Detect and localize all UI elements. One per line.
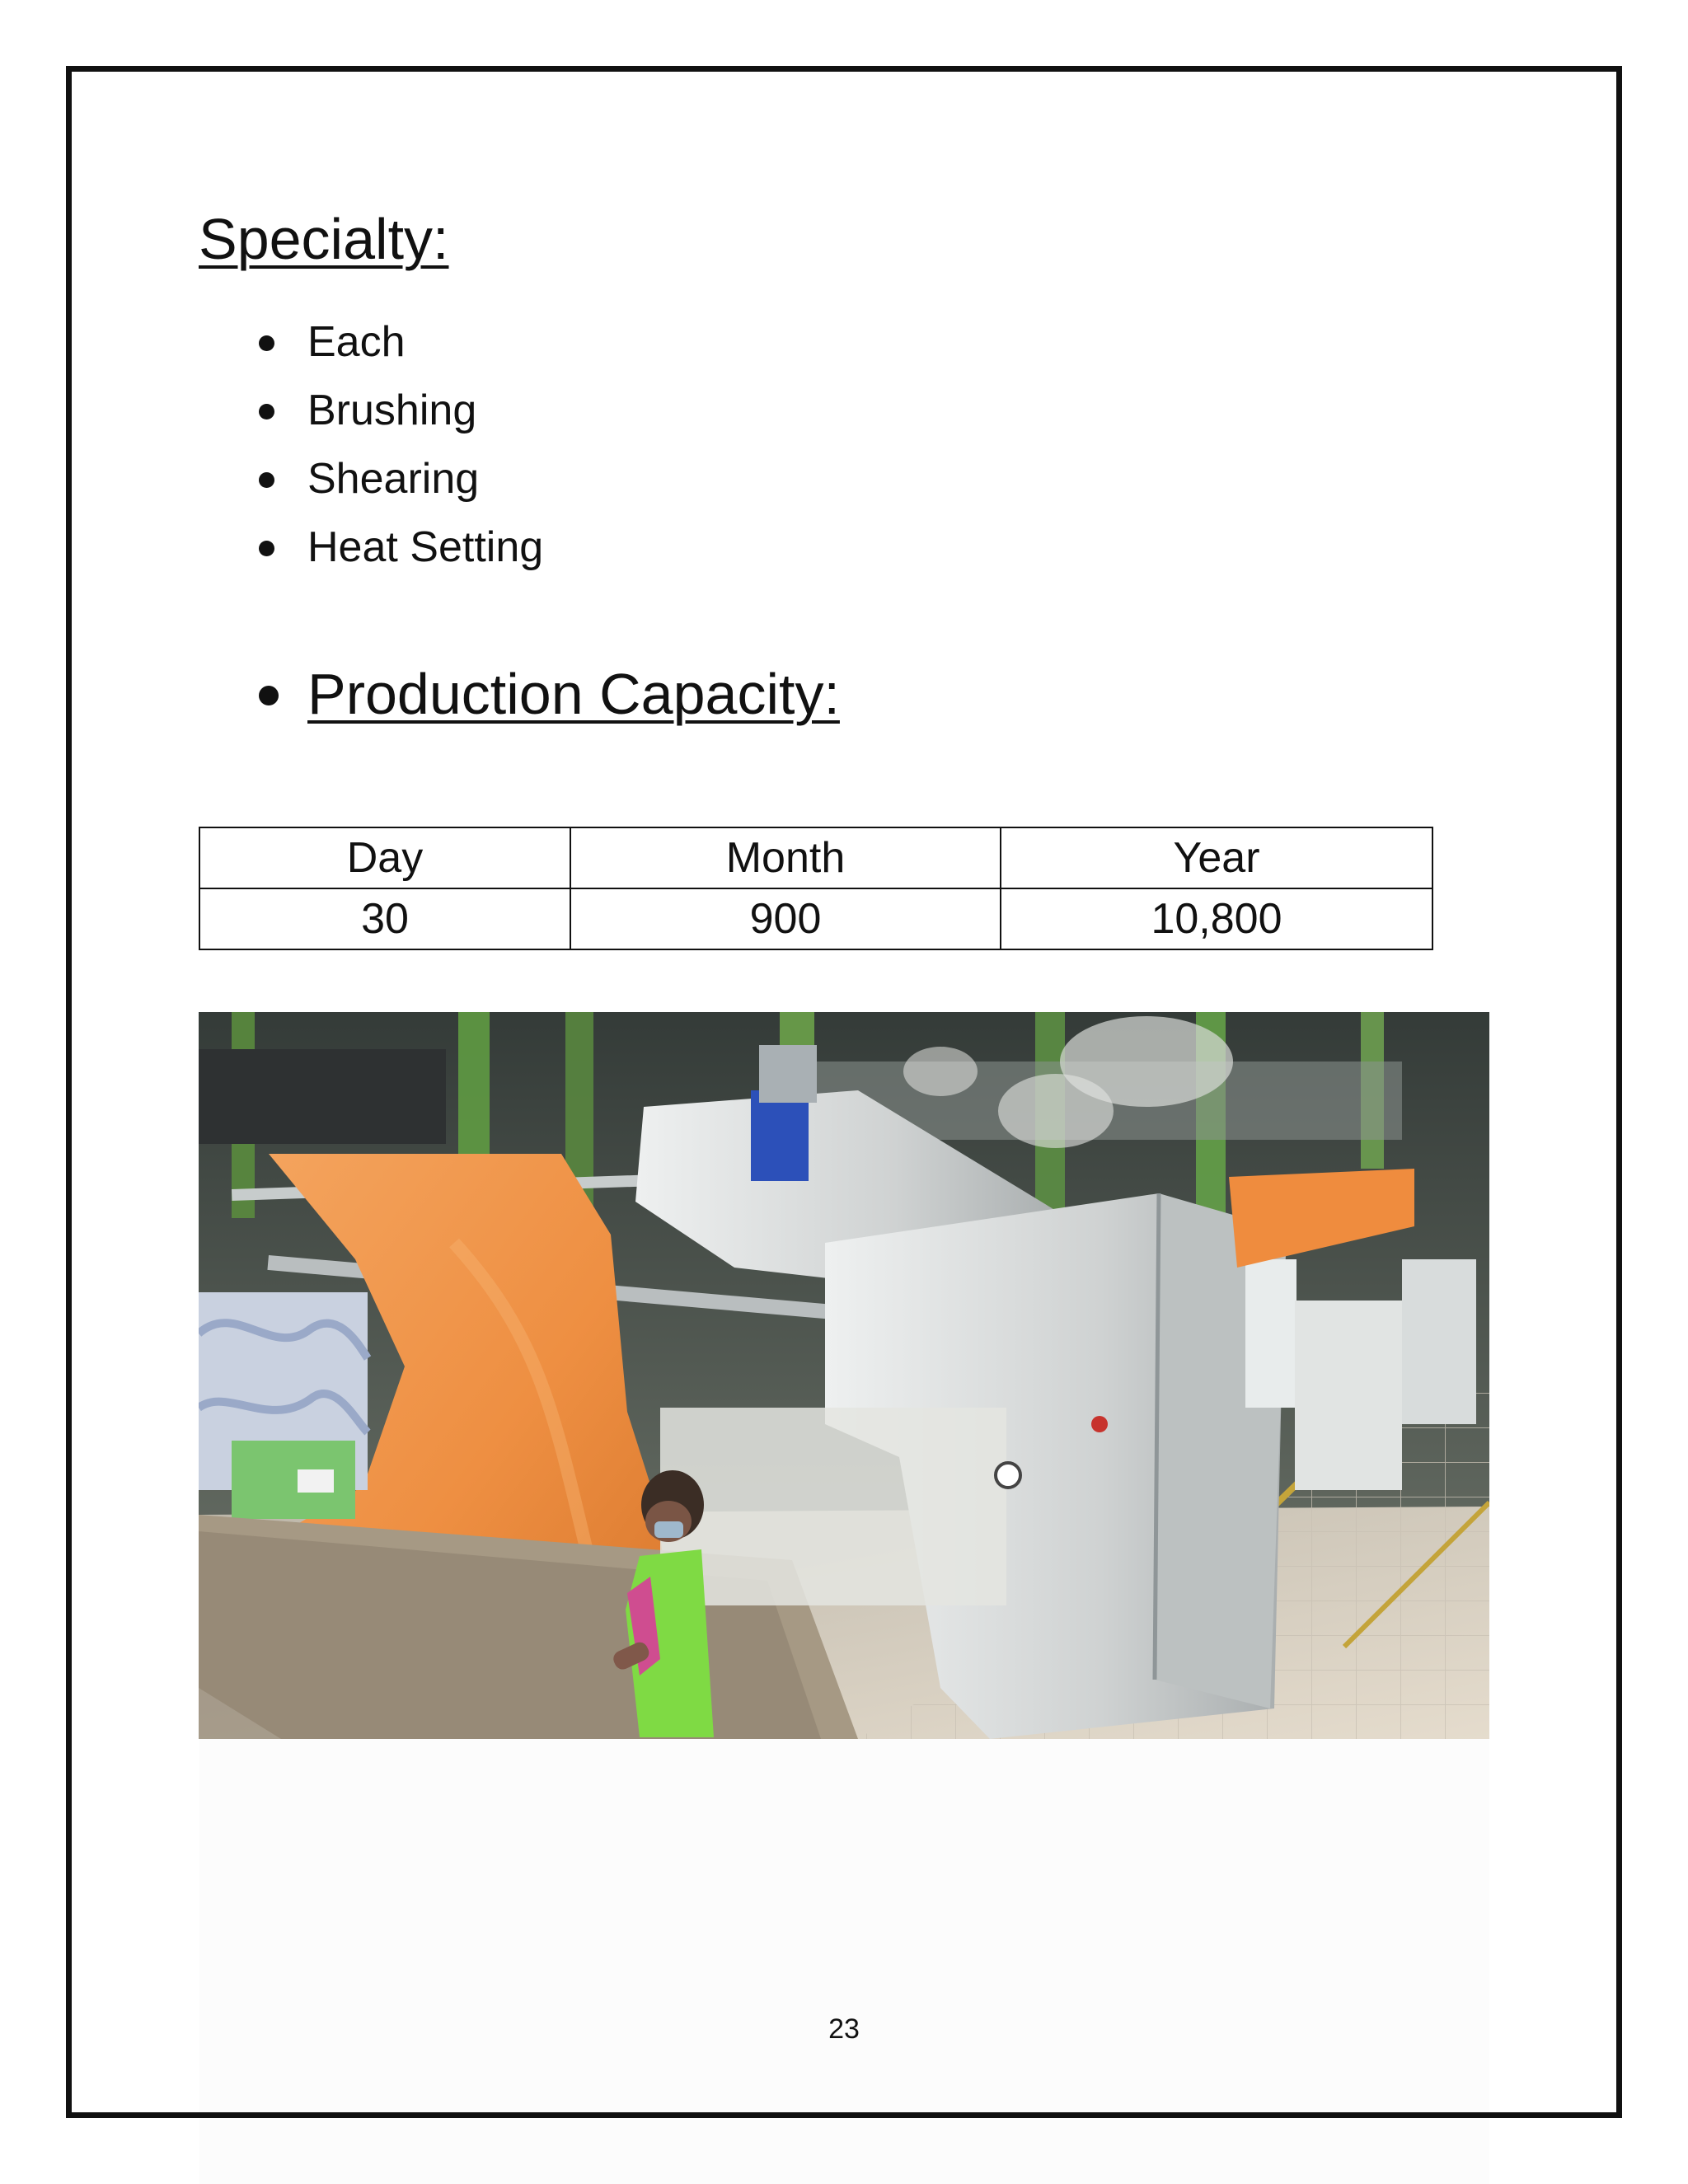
green-bin xyxy=(232,1441,355,1519)
bullet-icon xyxy=(259,335,274,351)
control-box xyxy=(1245,1259,1296,1408)
production-capacity-label: Production Capacity: xyxy=(307,662,840,726)
table-header-row xyxy=(199,827,1432,888)
table-cell-day: 30 xyxy=(199,888,570,949)
specialty-item-each xyxy=(256,308,543,377)
table-header-day: Day xyxy=(199,827,570,888)
worker-mask xyxy=(654,1521,683,1538)
factory-machine-illustration xyxy=(199,1012,1489,1739)
production-capacity-heading xyxy=(256,653,840,735)
secondary-machine xyxy=(1402,1259,1476,1424)
machine-window xyxy=(660,1408,1006,1605)
table-cell-year: 10,800 xyxy=(1001,888,1432,949)
red-control-button xyxy=(1091,1416,1108,1432)
specialty-heading: Specialty: xyxy=(199,207,449,271)
secondary-machine xyxy=(1295,1301,1402,1490)
back-wall-panel xyxy=(199,1049,446,1144)
specialty-item-heat-setting xyxy=(256,513,543,582)
specialty-item-label: Brushing xyxy=(307,387,477,434)
table-header-month: Month xyxy=(570,827,1001,888)
green-bin-label xyxy=(298,1469,334,1493)
specialty-list xyxy=(256,308,543,582)
table-cell-month: 900 xyxy=(570,888,1001,949)
bullet-icon xyxy=(259,404,274,419)
bullet-icon xyxy=(259,686,279,705)
bullet-icon xyxy=(259,472,274,488)
page-number: 23 xyxy=(828,2013,860,2045)
specialty-item-label: Heat Setting xyxy=(307,523,544,571)
table-row xyxy=(199,888,1432,949)
table-header-year: Year xyxy=(1001,827,1432,888)
factory-machine-photo xyxy=(199,1012,1489,1739)
specialty-item-label: Each xyxy=(307,318,406,366)
specialty-item-label: Shearing xyxy=(307,455,480,503)
specialty-item-shearing xyxy=(256,445,543,513)
steam-cloud xyxy=(903,1047,978,1096)
bullet-icon xyxy=(259,541,274,556)
specialty-item-brushing xyxy=(256,377,543,445)
gauge-dial xyxy=(996,1463,1020,1488)
production-capacity-table xyxy=(199,827,1433,950)
steam-cloud xyxy=(998,1074,1114,1148)
drive-motor xyxy=(751,1090,809,1181)
motor-top xyxy=(759,1045,817,1103)
